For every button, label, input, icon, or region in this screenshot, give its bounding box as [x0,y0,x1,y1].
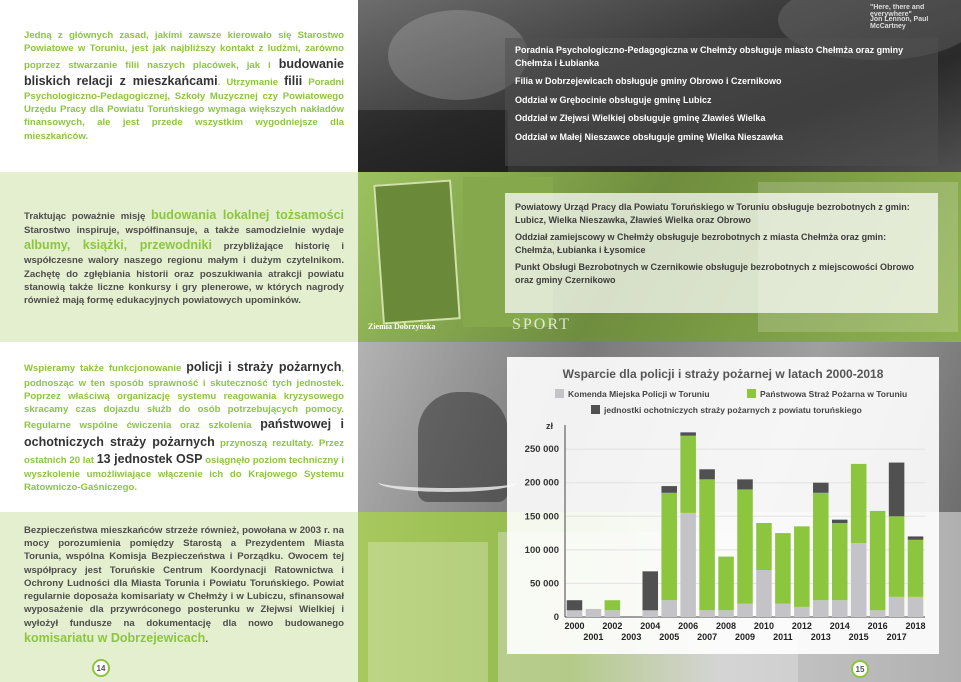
x-tick-label: 2001 [583,632,604,642]
y-tick-label: 100 000 [524,544,559,556]
bar-segment [661,600,677,617]
bar-segment [908,597,924,617]
x-tick-label: 2008 [716,621,737,631]
y-tick-label: 200 000 [524,477,559,489]
bar-segment [737,479,753,489]
bar-segment [699,469,715,479]
building-wall [368,542,488,682]
book-cover [373,179,461,324]
bar-segment [567,600,583,610]
office-item: Powiatowy Urząd Pracy dla Powiatu Toruńskiego w Toruniu obsługuje bezrobotnych z gmin: Lubicz, Wielka Nieszawka, Zławieś Wielka oraz Obrowo [515,202,910,225]
x-tick-label: 2016 [867,621,888,631]
x-tick-label: 2018 [905,621,926,631]
x-tick-label: 2015 [848,632,869,642]
x-tick-label: 2003 [621,632,642,642]
intro-section [0,0,358,172]
x-tick-label: 2002 [602,621,623,631]
bar-segment [642,571,658,610]
bar-segment [851,464,867,543]
legend-swatch [591,405,600,414]
bar-segment [832,523,848,600]
bar-segment [661,486,677,493]
x-tick-label: 2004 [640,621,661,631]
page-number-right: 15 [851,660,869,678]
police-paragraph: Wspieramy także funkcjonowanie policji i straży pożarnych, podnosząc w ten sposób sprawność i skuteczność tych jednostek. Poprzez właściwą organizację systemu reagowania kryzysowego skracamy czas dojazdu służb do osób potrzebujących pomocy. Regularne wspólne ćwiczenia oraz szkolenia państwowej i ochotniczych straży pożarnych przynoszą rezultaty. Przez ostatnich 20 lat 13 jednostek OSP osiągnęło poziom techniczny i wyszkolenie umożliwiające włączenie ich do Krajowego Systemu Ratowniczo-Gaśniczego. [24,360,345,494]
x-tick-label: 2012 [791,621,812,631]
legend-label: Państwowa Straż Pożarna w Toruniu [760,389,908,399]
y-tick-label: 50 000 [529,578,559,590]
bar-segment [661,493,677,600]
bar-segment [737,604,753,617]
bar-segment [813,600,829,617]
x-tick-label: 2013 [810,632,831,642]
bar-segment [680,513,696,617]
x-tick-label: 2017 [886,632,907,642]
bar-segment [908,536,924,539]
branches-box [505,38,938,166]
bar-segment [870,511,886,610]
x-tick-label: 2009 [734,632,756,642]
chart-svg [507,357,939,654]
bar-segment [605,600,621,610]
bar-segment [718,610,734,617]
y-axis-label: zł [545,421,553,431]
labour-office-box [505,193,938,313]
legend-label: jednostki ochotniczych straży pożarnych z powiatu toruńskiego [604,405,862,415]
bar-segment [851,543,867,617]
support-chart [507,357,939,654]
branch-item: Oddział w Małej Nieszawce obsługuje gminę Wielka Nieszawka [515,131,784,142]
branch-item: Oddział w Grębocinie obsługuje gminę Lubicz [515,94,712,105]
legend-swatch [555,389,564,398]
bar-segment [908,540,924,597]
bar-segment [832,600,848,617]
bar-segment [889,516,905,597]
bar-segment [737,489,753,603]
x-tick-label: 2006 [678,621,699,631]
y-tick-label: 0 [553,612,559,623]
fire-hose [378,472,518,492]
bar-segment [699,610,715,617]
bar-segment [718,557,734,611]
branch-item: Filia w Dobrzejewicach obsługuje gminy Obrowo i Czernikowo [515,76,782,87]
bar-segment [775,533,791,604]
safety-section [0,512,358,682]
bar-segment [794,607,810,617]
bar-segment [756,570,772,617]
bar-segment [567,610,583,617]
concert-caption-1: Jon Lennon, Paul McCartney [870,16,929,30]
x-tick-label: 2011 [773,632,793,642]
y-tick-label: 250 000 [524,444,559,456]
bar-segment [813,493,829,600]
y-tick-label: 150 000 [524,511,559,523]
intro-paragraph: Jedną z głównych zasad, jakimi zawsze kierowało się Starostwo Powiatowe w Toruniu, jest jak najbliższy kontakt z ludźmi, zarówno poprzez stwarzanie filii naszych placówek, jak i budowanie bliskich relacji z mieszkańcami. Utrzymanie filii Poradni Psychologiczno-Pedagogicznej, Szkoły Muzycznej czy Powiatowego Urzędu Pracy dla Powiatu Toruńskiego wymaga większych nakładów finansowych, ale jest przede wszystkim wygodniejsze dla mieszkańców. [24,30,345,142]
bar-segment [889,597,905,617]
bar-segment [813,483,829,493]
bar-segment [832,520,848,523]
x-tick-label: 2005 [659,632,680,642]
bar-segment [889,463,905,517]
bar-segment [699,479,715,610]
x-tick-label: 2014 [829,621,850,631]
office-item: Punkt Obsługi Bezrobotnych w Czernikowie obsługuje bezrobotnych z miejscowości Obrowo oraz gminy Czernikowo [515,262,915,285]
bar-segment [680,436,696,513]
identity-section [0,172,358,342]
x-tick-label: 2010 [753,621,774,631]
police-section [0,342,358,512]
book-title: Ziemia Dobrzyńska [368,322,436,331]
x-tick-label: 2000 [564,621,585,631]
bar-segment [775,604,791,617]
bar-segment [680,432,696,435]
bar-segment [642,610,658,617]
concert-caption-2: "Here, there and everywhere" [870,4,925,18]
chart-title: Wsparcie dla policji i straży pożarnej w latach 2000-2018 [562,367,884,381]
bar-segment [870,610,886,617]
x-tick-label: 2007 [697,632,718,642]
bar-segment [794,526,810,607]
legend-swatch [747,389,756,398]
audience-shape [358,110,508,172]
branch-item: Oddział w Złejwsi Wielkiej obsługuje gminę Zławieś Wielka [515,113,766,124]
office-item: Oddział zamiejscowy w Chełmży obsługuje bezrobotnych z miasta Chełmża oraz gmin: Chełmża, Łubianka i Łysomice [515,232,887,255]
bar-segment [586,609,602,617]
safety-paragraph: Bezpieczeństwa mieszkańców strzeże również, powołana w 2003 r. na mocy porozumienia pomiędzy Starostą a Prezydentem Miasta Torunia, wspólna Komisja Bezpieczeństwa i Porządku. Owocem tej współpracy jest Toruńskie Centrum Koordynacji Ratownictwa i Ochrony Ludności dla Miasta Torunia i Powiatu Toruńskiego. Powiat regularnie doposaża komisariaty w Chełmży i w Lubiczu, sfinansował wyposażenie dla przywróconego posterunku w Złejwsi Wielkiej i wyłożył fundusze na dokumentację dla nowo budowanego komisariatu w Dobrzejewicach. [24,525,344,645]
bar-segment [756,523,772,570]
sport-label: SPORT [512,316,571,333]
legend-label: Komenda Miejska Policji w Toruniu [568,389,710,399]
bar-segment [605,610,621,617]
page-number-left: 14 [92,659,110,677]
identity-paragraph: Traktując poważnie misję budowania lokalnej tożsamości Starostwo inspiruje, współfinansuje, a także samodzielnie wydaje albumy, książki, przewodniki przybliżające historię i współczesne walory naszego regionu małym i dużym czytelnikom. Zachętę do zgłębiania historii oraz poszukiwania atrakcji powiatu stanowią także liczne konkursy i gry plenerowe, w których nagrody również mają formę edukacyjnych powiatowych upominków. [24,207,344,307]
branch-item: Poradnia Psychologiczno-Pedagogiczna w Chełmży obsługuje miasto Chełmża oraz gminy Chełmża i Łubianka [515,45,904,68]
